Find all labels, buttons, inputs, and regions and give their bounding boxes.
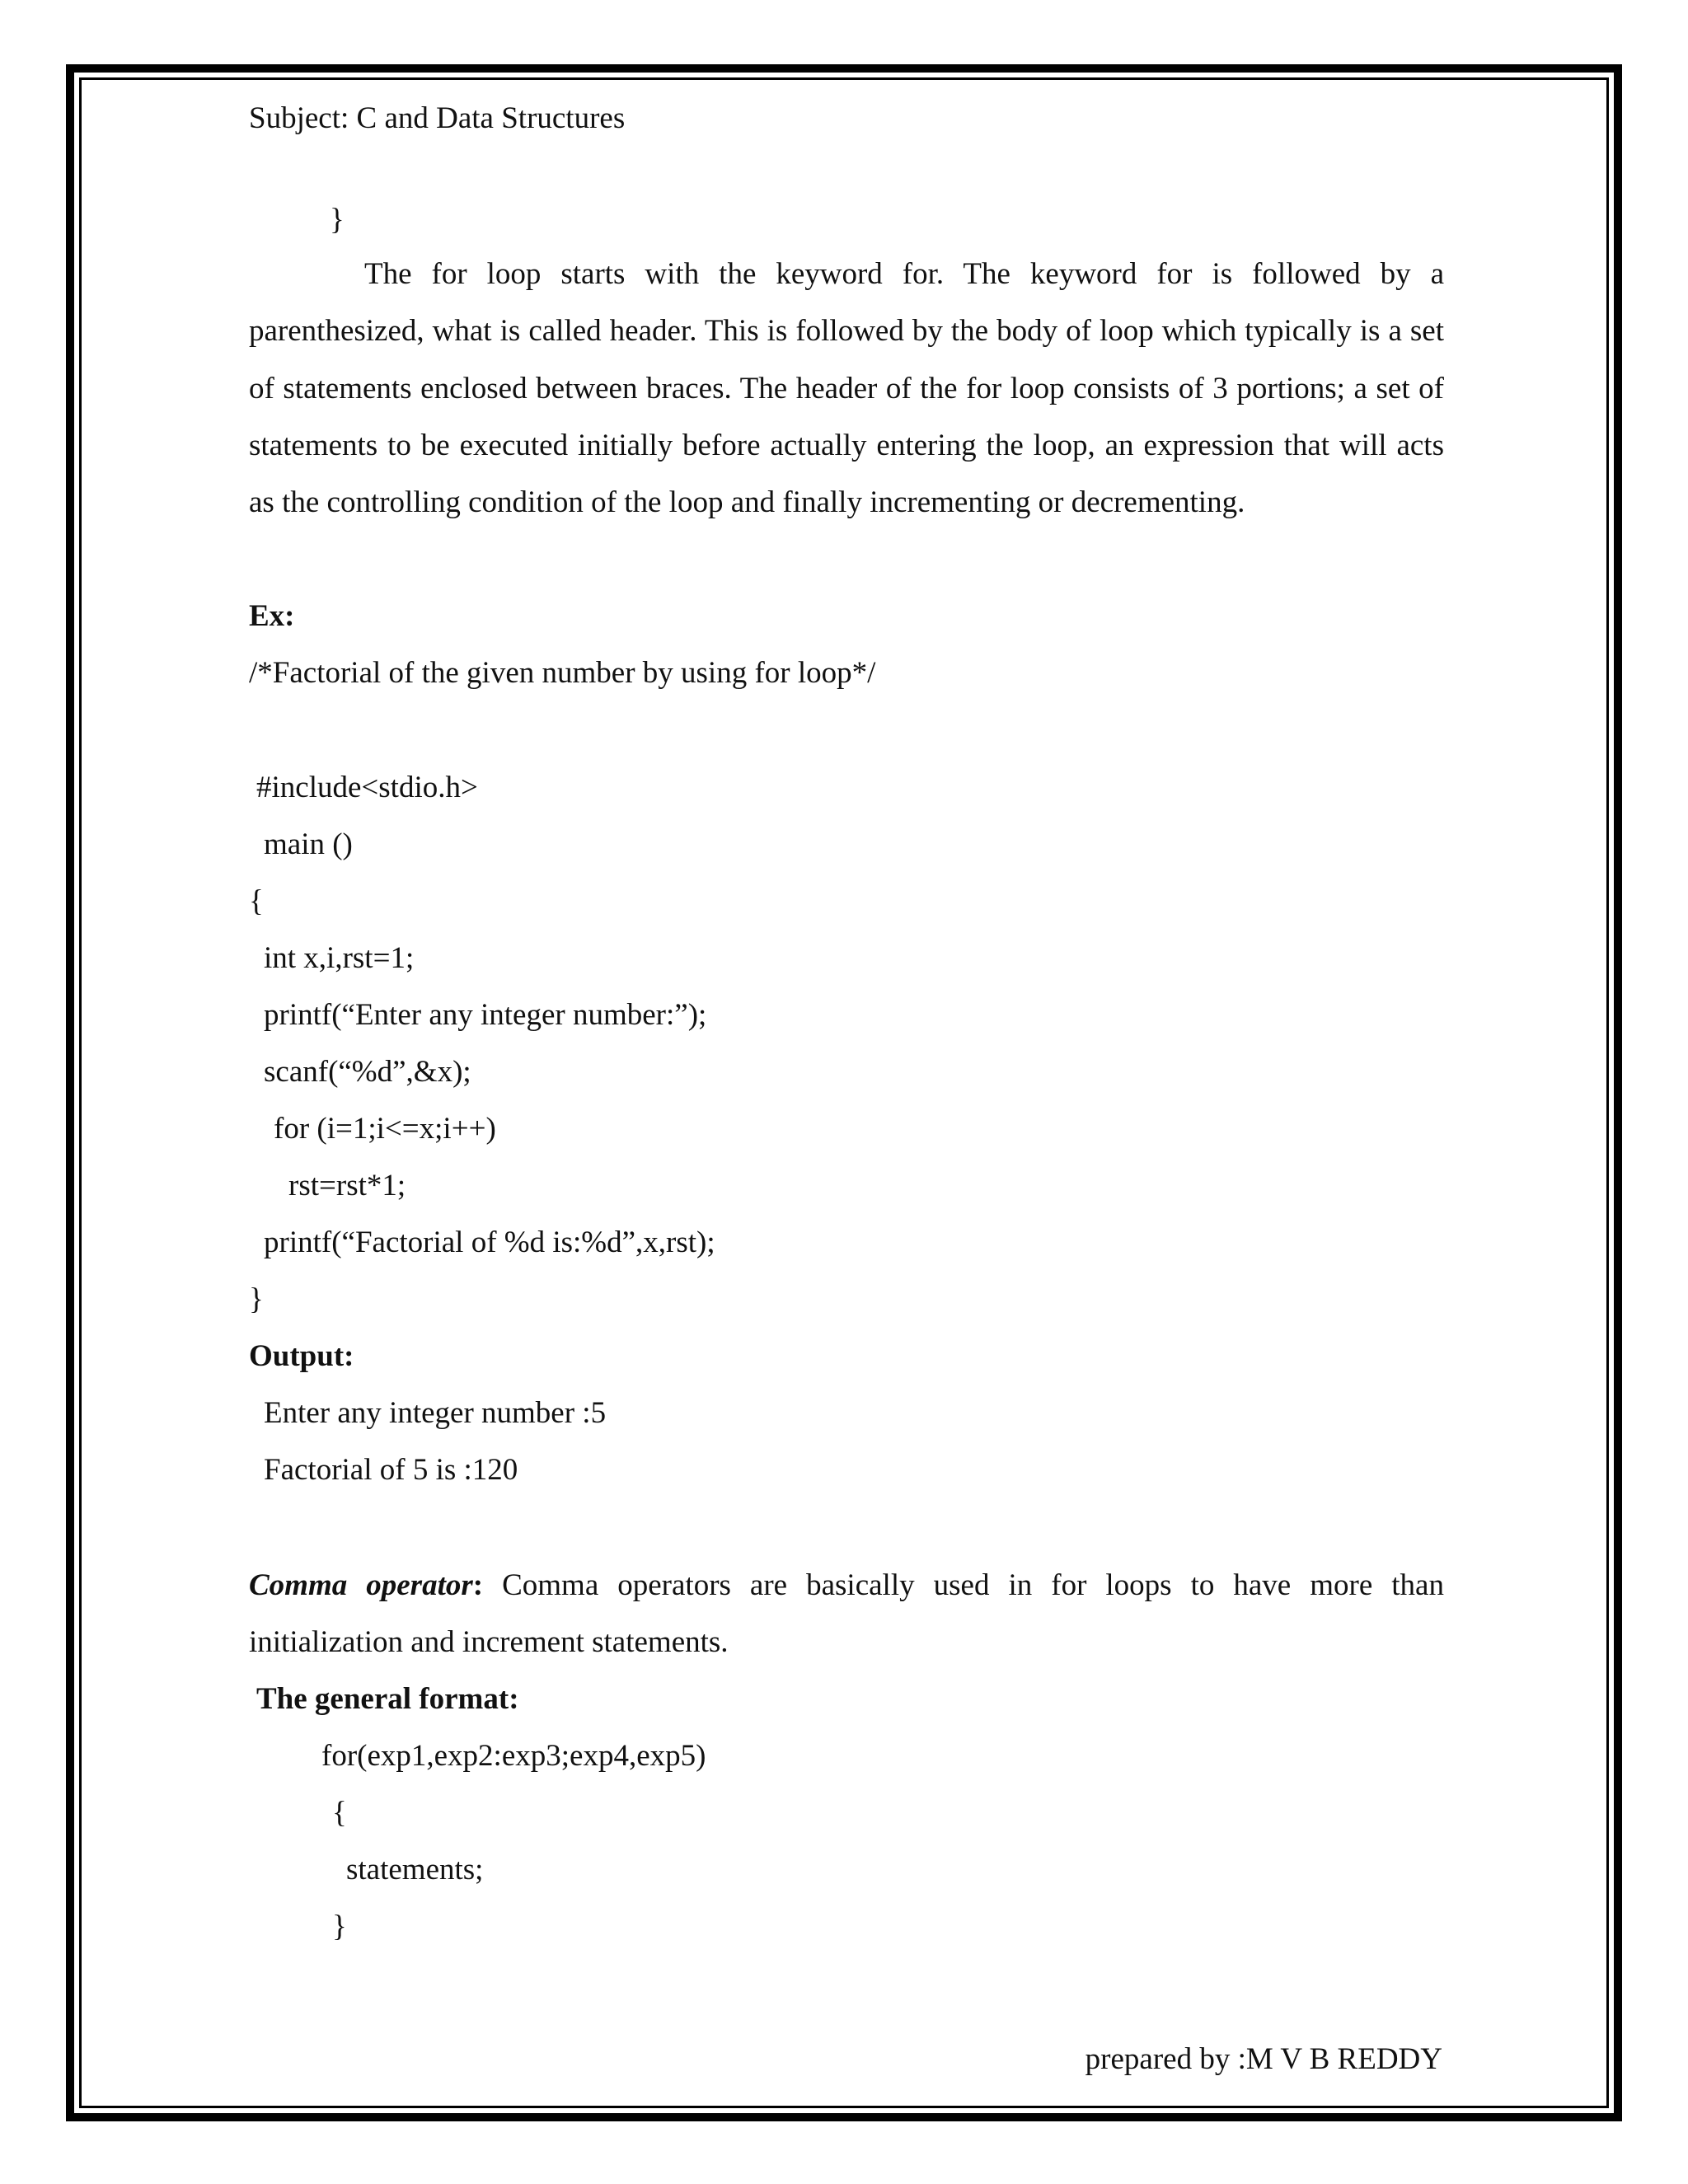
code-line: } (249, 1282, 264, 1316)
code-line: rst=rst*1; (288, 1169, 406, 1202)
subject-header: Subject: C and Data Structures (249, 101, 626, 135)
code-line: scanf(“%d”,&x); (264, 1055, 471, 1089)
closing-brace: } (330, 203, 345, 237)
comma-operator-term: Comma operator (249, 1568, 473, 1602)
example-label: Ex: (249, 599, 295, 633)
for-loop-paragraph: The for loop starts with the keyword for. The keyword for is followed by a parenthesized, what is called header. This is followed by the body of loop which typically is a set of statements enclosed between braces. The header of the for loop consists of 3 portions; a set of statements to be executed initially before actually entering the loop, an expression that will acts as the controlling condition of the loop and finally incrementing or decrementing. (249, 257, 1444, 520)
code-line: #include<stdio.h> (256, 771, 478, 804)
code-line: main () (264, 827, 353, 861)
output-line: Enter any integer number :5 (264, 1396, 607, 1430)
comma-operator-paragraph (249, 1557, 1444, 1671)
code-line: int x,i,rst=1; (264, 941, 415, 975)
format-line: { (332, 1796, 347, 1830)
comma-operator-colon: : (472, 1568, 484, 1602)
comma-operator-text: Comma operators are basically used in for loops to have more than initialization and increment statements. (249, 1568, 1444, 1660)
code-line: { (249, 884, 264, 918)
output-line: Factorial of 5 is :120 (264, 1453, 518, 1487)
output-label: Output: (249, 1339, 354, 1373)
code-line: printf(“Enter any integer number:”); (264, 998, 707, 1032)
format-line: statements; (346, 1853, 484, 1886)
format-line: for(exp1,exp2:exp3;exp4,exp5) (321, 1739, 706, 1773)
prepared-by-footer: prepared by :M V B REDDY (1085, 2042, 1442, 2076)
format-line: } (332, 1910, 347, 1943)
code-line: for (i=1;i<=x;i++) (274, 1112, 496, 1146)
example-comment: /*Factorial of the given number by using for loop*/ (249, 656, 876, 690)
code-line: printf(“Factorial of %d is:%d”,x,rst); (264, 1226, 715, 1259)
general-format-label: The general format: (256, 1682, 519, 1716)
